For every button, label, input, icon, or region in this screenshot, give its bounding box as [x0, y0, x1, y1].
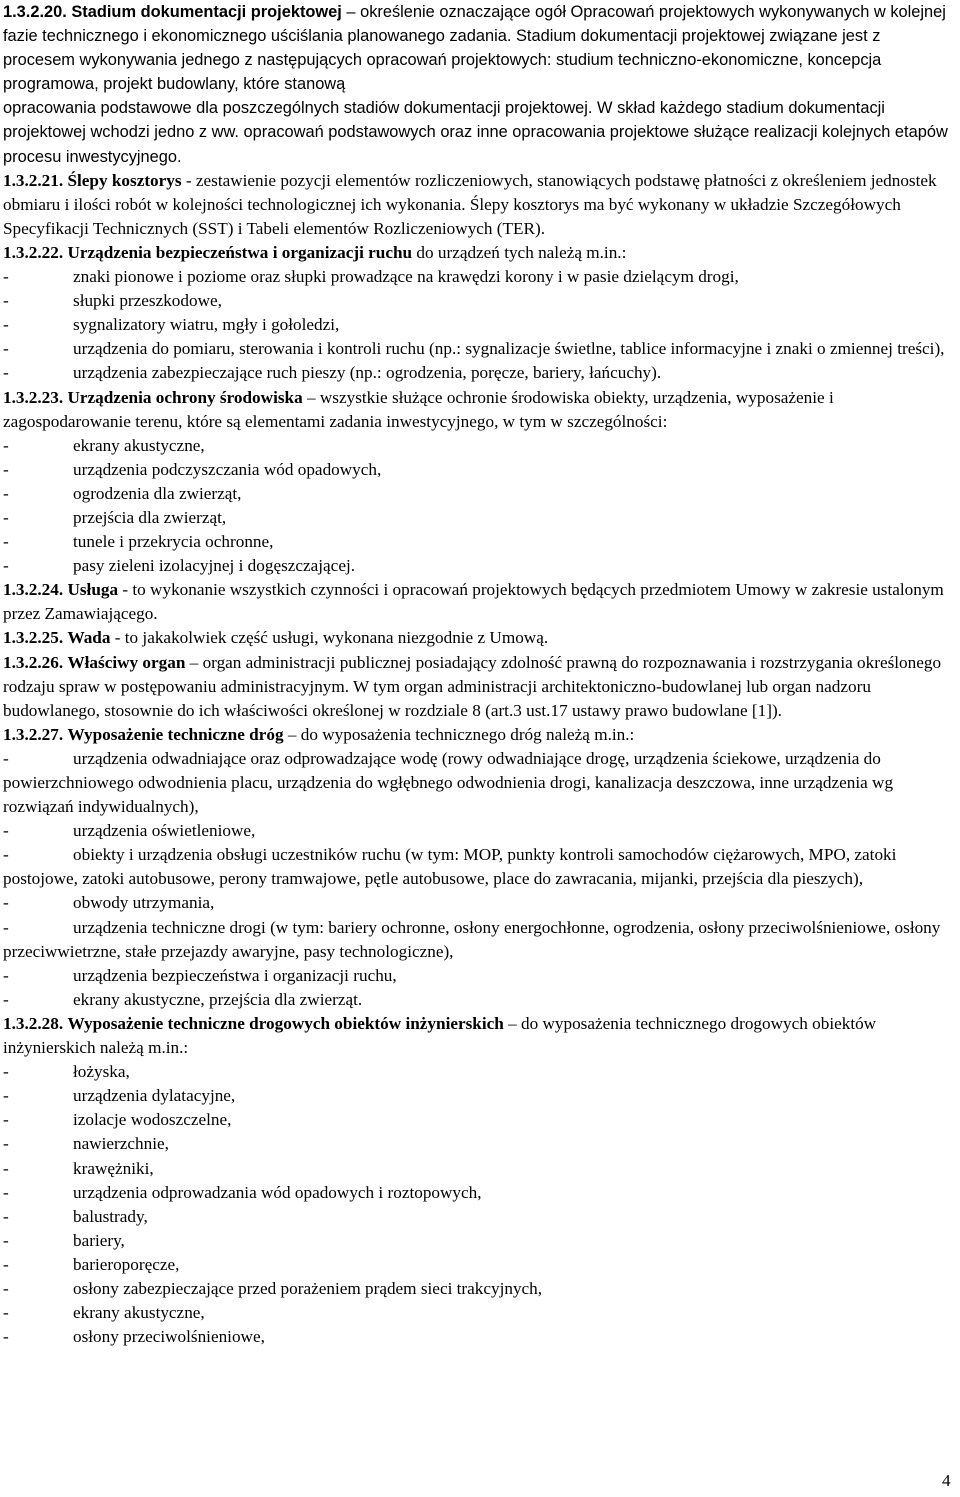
list-dash: -: [3, 821, 9, 841]
section-title: Urządzenia bezpieczeństwa i organizacji ruchu: [67, 242, 413, 262]
list-dash: -: [3, 1230, 9, 1250]
list-item: - tunele i przekrycia ochronne,: [3, 530, 955, 554]
list-dash: -: [3, 459, 9, 479]
list-item: - osłony zabezpieczające przed porażeniem prądem sieci trakcyjnych,: [3, 1277, 955, 1301]
list-item: - przejścia dla zwierząt,: [3, 506, 955, 530]
list-dash: -: [3, 748, 9, 768]
document-page: [3, 0, 955, 1349]
section-number: 1.3.2.23.: [3, 387, 64, 407]
section-text: - to wykonanie wszystkich czynności i opracowań projektowych będących przedmiotem Umowy w zakresie ustalonym przez Zamawiającego.: [3, 580, 944, 624]
list-dash: -: [3, 1062, 9, 1082]
list-item: - barieroporęcze,: [3, 1253, 955, 1277]
list-dash: -: [3, 1086, 9, 1106]
section-title: Ślepy kosztorys: [67, 170, 182, 190]
section-number: 1.3.2.28.: [3, 1013, 64, 1033]
definition-wlasciwy-organ: [3, 651, 955, 723]
list-dash: -: [3, 435, 9, 455]
section-number: 1.3.2.24.: [3, 580, 64, 600]
definition-wyposazenie-techniczne-drog: [3, 723, 955, 747]
section-number: 1.3.2.22.: [3, 242, 64, 262]
section-text: – do wyposażenia technicznego drogowych obiektów inżynierskich należą m.in.:: [3, 1013, 877, 1058]
list-dash: -: [3, 1134, 9, 1154]
section-title: Stadium dokumentacji projektowej: [71, 3, 342, 21]
list-item: - ekrany akustyczne, przejścia dla zwierząt.: [3, 988, 955, 1012]
section-number: 1.3.2.25.: [3, 628, 64, 648]
definition-usluga: [3, 578, 955, 626]
list-item: - urządzenia odwadniające oraz odprowadzające wodę (rowy odwadniające drogę, urządzenia ściekowe, urządzenia do powierzchniowego odwodnienia placu, urządzenia do wgłębnego odwodnienia drogi, kanalizacja deszczowa, inne urządzenia wg rozwiązań indywidualnych),: [3, 748, 894, 817]
list-dash: -: [3, 315, 9, 335]
list-dash: -: [3, 845, 9, 865]
list-dash: -: [3, 339, 9, 359]
section-text: do urządzeń tych należą m.in.:: [412, 242, 627, 262]
list-item: - bariery,: [3, 1229, 955, 1253]
section-text: – wszystkie służące ochronie środowiska obiekty, urządzenia, wyposażenie i zagospodarowanie terenu, które są elementami zadania inwestycyjnego, w tym w szczególności:: [3, 387, 834, 431]
section-title: Wada: [67, 628, 111, 648]
list-item: - pasy zieleni izolacyjnej i dogęszczającej.: [3, 554, 955, 578]
list-dash: -: [3, 556, 9, 576]
page-number: 4: [942, 1471, 951, 1490]
list-dash: -: [3, 965, 9, 985]
list-item: - sygnalizatory wiatru, mgły i gołoledzi,: [3, 313, 955, 337]
list-dash: -: [3, 1254, 9, 1274]
list-item: - urządzenia bezpieczeństwa i organizacji ruchu,: [3, 964, 955, 988]
section-title: Urządzenia ochrony środowiska: [67, 387, 303, 407]
section-number: 1.3.2.20.: [3, 3, 67, 21]
list-dash: -: [3, 483, 9, 503]
definition-slepy-kosztorys: [3, 169, 955, 241]
list-item: - osłony przeciwolśnieniowe,: [3, 1325, 955, 1349]
section-text: – organ administracji publicznej posiadający zdolność prawną do rozpoznawania i rozstrzygania określonego rodzaju spraw w postępowaniu administracyjnym. W tym organ administracji architektoniczno-budowlanej lub organ nadzoru budowlanego, stosownie do ich właściwości określonej w rozdziale 8 (art.3 ust.17 ustawy prawo budowlane [1]).: [3, 652, 942, 720]
definition-wyposazenie-obiektow-inzynierskich: [3, 1012, 955, 1060]
list-dash: -: [3, 291, 9, 311]
list-item: - izolacje wodoszczelne,: [3, 1108, 955, 1132]
definition-stadium-dokumentacji: [3, 0, 955, 96]
section-number: 1.3.2.21.: [3, 170, 64, 190]
list-item: - urządzenia do pomiaru, sterowania i kontroli ruchu (np.: sygnalizacje świetlne, tablice informacyjne i znaki o zmiennej treści),: [3, 337, 955, 361]
section-text: – do wyposażenia technicznego dróg należą m.in.:: [283, 724, 635, 744]
list-dash: -: [3, 989, 9, 1009]
list-dash: -: [3, 1110, 9, 1130]
list-item: - obiekty i urządzenia obsługi uczestników ruchu (w tym: MOP, punkty kontroli samochodów ciężarowych, MPO, zatoki postojowe, zatoki autobusowe, perony tramwajowe, pętle autobusowe, place do zawracania, mijanki, przejścia dla pieszych),: [3, 845, 897, 889]
list-dash: -: [3, 507, 9, 527]
list-item: - urządzenia dylatacyjne,: [3, 1084, 955, 1108]
section-title: Usługa: [67, 580, 119, 600]
section-text: - zestawienie pozycji elementów rozliczeniowych, stanowiących podstawę płatności z określeniem jednostek obmiaru i ilości robót w kolejności technologicznej ich wykonania. Ślepy kosztorys ma być wykonany w układzie Szczegółowych Specyfikacji Technicznych (SST) i Tabeli elementów Rozliczeniowych (TER).: [3, 170, 937, 238]
definition-wada: [3, 626, 955, 650]
list-item: - łożyska,: [3, 1060, 955, 1084]
list-dash: -: [3, 1158, 9, 1178]
section-text: - to jakakolwiek część usługi, wykonana niezgodnie z Umową.: [110, 628, 549, 648]
list-dash: -: [3, 1303, 9, 1323]
list-item: - urządzenia odprowadzania wód opadowych i roztopowych,: [3, 1181, 955, 1205]
list-dash: -: [3, 267, 9, 287]
list-dash: -: [3, 893, 9, 913]
list-dash: -: [3, 363, 9, 383]
list-item: - ogrodzenia dla zwierząt,: [3, 482, 955, 506]
section-title: Wyposażenie techniczne dróg: [67, 724, 284, 744]
list-item: - urządzenia zabezpieczające ruch pieszy (np.: ogrodzenia, poręcze, bariery, łańcuchy).: [3, 361, 955, 385]
list-dash: -: [3, 532, 9, 552]
definition-urzadzenia-ochrony-srodowiska: [3, 386, 955, 434]
section-number: 1.3.2.26.: [3, 652, 64, 672]
list-item: - krawężniki,: [3, 1157, 955, 1181]
definition-urzadzenia-bezpieczenstwa: [3, 241, 955, 265]
list-dash: -: [3, 1278, 9, 1298]
section-title: Właściwy organ: [67, 652, 186, 672]
list-item: - znaki pionowe i poziome oraz słupki prowadzące na krawędzi korony i w pasie dzielącym drogi,: [3, 265, 955, 289]
list-item: - obwody utrzymania,: [3, 891, 955, 915]
list-item: - balustrady,: [3, 1205, 955, 1229]
list-item: - urządzenia techniczne drogi (w tym: bariery ochronne, osłony energochłonne, ogrodzenia, osłony przeciwolśnieniowe, osłony przeciwwietrzne, stałe przejazdy awaryjne, pasy technologiczne),: [3, 917, 941, 961]
list-dash: -: [3, 1327, 9, 1347]
list-dash: -: [3, 1182, 9, 1202]
list-item: - słupki przeszkodowe,: [3, 289, 955, 313]
section-number: 1.3.2.27.: [3, 724, 64, 744]
list-dash: -: [3, 917, 9, 937]
list-item: - nawierzchnie,: [3, 1132, 955, 1156]
list-dash: -: [3, 1206, 9, 1226]
section-title: Wyposażenie techniczne drogowych obiektów inżynierskich: [67, 1013, 504, 1033]
list-item: - ekrany akustyczne,: [3, 1301, 955, 1325]
list-item: - ekrany akustyczne,: [3, 434, 955, 458]
list-item: - urządzenia podczyszczania wód opadowych,: [3, 458, 955, 482]
list-item: - urządzenia oświetleniowe,: [3, 819, 955, 843]
section-text: – określenie oznaczające ogół Opracowań projektowych wykonywanych w kolejnej fazie technicznego i ekonomicznego uściślania planowanego zadania. Stadium dokumentacji projektowej związane jest z procesem wykonywania jednego z następujących opracowań projektowych: studium techniczno-ekonomiczne, koncepcja programowa, projekt budowlany, które stanową: [3, 3, 946, 94]
definition-paragraph: opracowania podstawowe dla poszczególnych stadiów dokumentacji projektowej. W skład każdego stadium dokumentacji projektowej wchodzi jedno z ww. opracowań podstawowych oraz inne opracowania projektowe służące realizacji kolejnych etapów procesu inwestycyjnego.: [3, 99, 948, 166]
